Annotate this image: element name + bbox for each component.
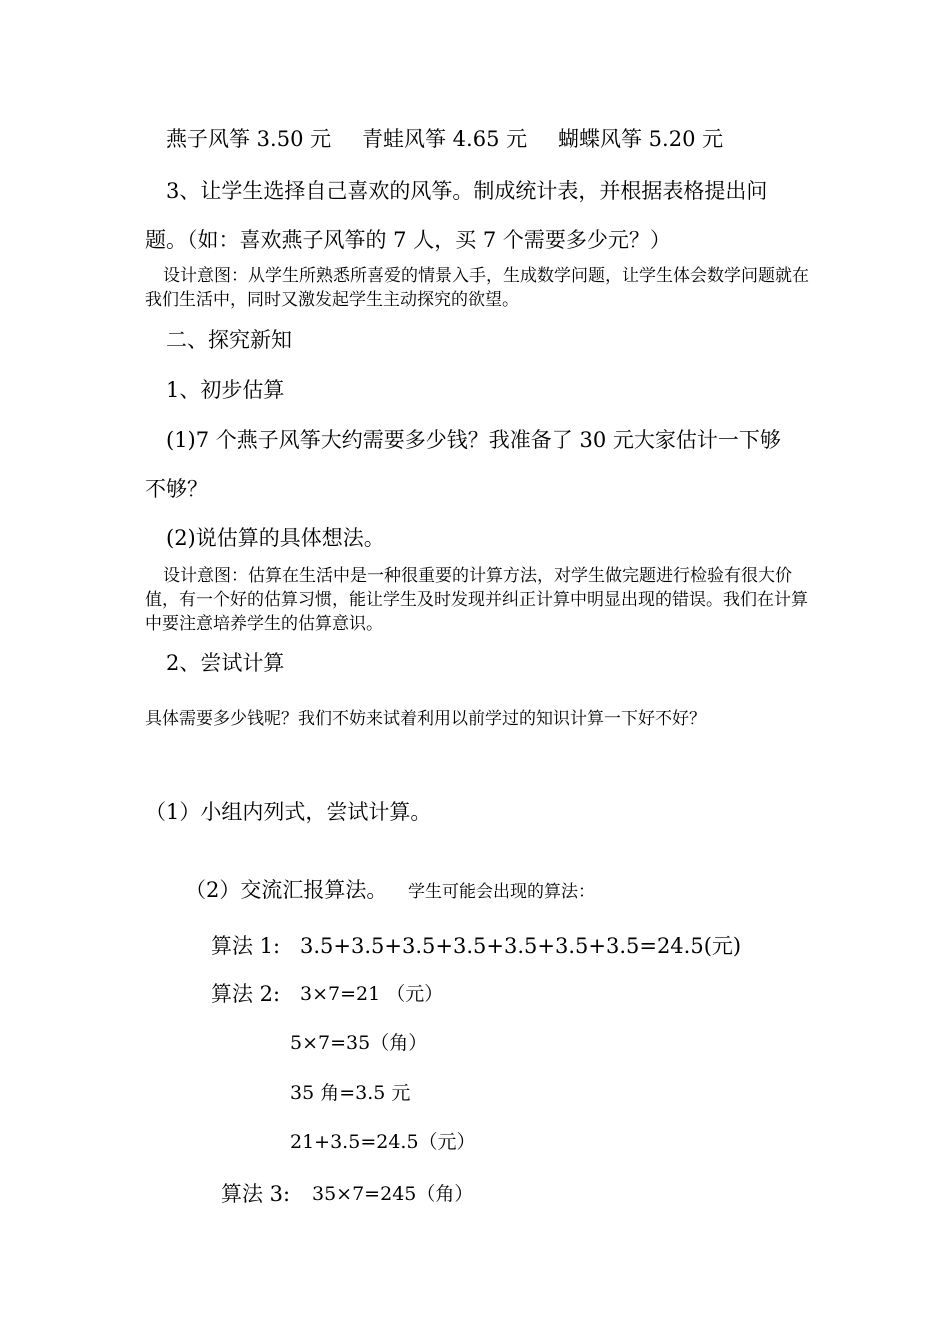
algorithm1-expression: 3.5+3.5+3.5+3.5+3.5+3.5+3.5=24.5(元) (300, 934, 742, 958)
algorithm2-label: 算法 2: (211, 982, 281, 1006)
step3-line1: 3、让学生选择自己喜欢的风筝。制成统计表，并根据表格提出问 (166, 179, 768, 203)
algorithm3-label: 算法 3: (221, 1182, 291, 1206)
algorithm2-line2: 5×7=35（角） (290, 1032, 428, 1054)
algorithm2-line3: 35 角=3.5 元 (290, 1082, 411, 1104)
algorithm1-label: 算法 1: (211, 934, 281, 958)
question1-line1: (1)7 个燕子风筝大约需要多少钱？我准备了 30 元大家估计一下够 (166, 428, 781, 452)
question2: (2)说估算的具体想法。 (166, 526, 385, 550)
design-note-1: 设计意图：从学生所熟悉所喜爱的情景入手，生成数学问题，让学生体会数学问题就在我们生活中，同时又激发起学生主动探究的欲望。 (145, 266, 809, 310)
sub2-title: 2、尝试计算 (166, 651, 285, 675)
step3-line2: 题。（如：喜欢燕子风筝的 7 人，买 7 个需要多少元？） (145, 228, 671, 252)
algorithm3-expression: 35×7=245（角） (312, 1183, 474, 1205)
design-note-2: 设计意图：估算在生活中是一种很重要的计算方法，对学生做完题进行检验有很大价值，有一个好的估算习惯，能让学生及时发现并纠正计算中明显出现的错误。我们在计算中要注意培养学生的估算意识。 (145, 566, 808, 634)
step-b: （2）交流汇报算法。 (185, 878, 388, 902)
algorithm2-line1: 3×7=21 （元） (300, 983, 444, 1005)
sub1-title: 1、初步估算 (166, 378, 285, 402)
step-a: （1）小组内列式，尝试计算。 (145, 800, 432, 824)
price-frog-kite: 青蛙风筝 4.65 元 (362, 127, 528, 151)
step-b-note: 学生可能会出现的算法： (408, 882, 595, 902)
price-butterfly-kite: 蝴蝶风筝 5.20 元 (558, 127, 724, 151)
price-swallow-kite: 燕子风筝 3.50 元 (166, 127, 332, 151)
algorithm2-line4: 21+3.5=24.5（元） (290, 1131, 476, 1153)
question1-line2: 不够？ (145, 477, 208, 501)
prompt-text: 具体需要多少钱呢？我们不妨来试着利用以前学过的知识计算一下好不好？ (145, 709, 706, 729)
section2-title: 二、探究新知 (166, 328, 292, 352)
